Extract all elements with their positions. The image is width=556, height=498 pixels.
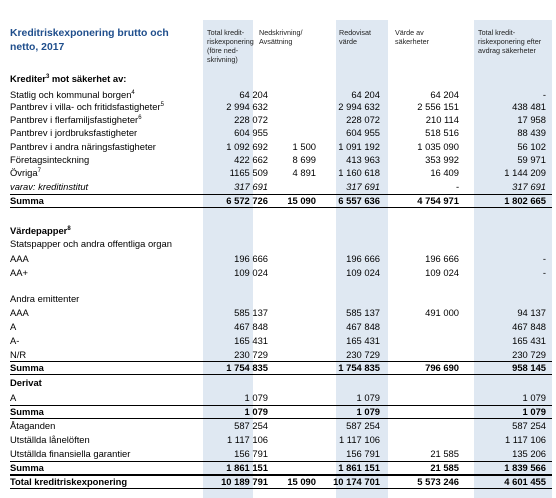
table-cell: 796 690	[425, 362, 459, 373]
row-label	[10, 253, 29, 264]
row-label-text: A	[10, 392, 17, 403]
table-cell: 196 666	[234, 253, 268, 264]
table-cell: 1 802 665	[504, 195, 546, 206]
row-label-text: Summa	[10, 462, 44, 473]
table-cell: 587 254	[512, 420, 546, 431]
table-cell: 585 137	[234, 307, 268, 318]
row-label	[10, 448, 130, 459]
row-label-text: Summa	[10, 195, 44, 206]
row-label	[10, 127, 137, 138]
table-cell: 604 955	[234, 127, 268, 138]
row-label	[10, 377, 42, 388]
row-label	[10, 476, 127, 487]
table-cell: 2 556 151	[417, 101, 459, 112]
table-cell: 21 585	[430, 448, 459, 459]
sum-rule	[10, 418, 552, 419]
table-cell: 1 079	[356, 392, 380, 403]
table-cell: 4 891	[292, 167, 316, 178]
footnote-ref: 5	[160, 101, 164, 108]
table-cell: 196 666	[425, 253, 459, 264]
table-cell: 587 254	[346, 420, 380, 431]
table-cell: 230 729	[346, 349, 380, 360]
row-label-text: Åtaganden	[10, 420, 56, 431]
table-cell: 1 160 618	[338, 167, 380, 178]
row-label-text: Pantbrev i andra näringsfastigheter	[10, 141, 156, 152]
row-label-text: varav: kreditinstitut	[10, 181, 89, 192]
table-cell: 1 079	[244, 392, 268, 403]
footnote-ref: 7	[37, 167, 41, 174]
table-cell: 165 431	[512, 335, 546, 346]
column-header-total: Total kredit-riskexponering (före ned-skrivning)	[207, 28, 254, 65]
table-cell: -	[542, 267, 546, 278]
row-label	[10, 181, 88, 192]
table-cell: 413 963	[346, 154, 380, 165]
row-label	[10, 406, 44, 417]
row-label-text: Utställda lånelöften	[10, 434, 90, 445]
column-header-efter: Total kredit-riskexponering efter avdrag säkerheter	[478, 28, 542, 56]
row-label	[10, 225, 71, 236]
table-cell: 56 102	[517, 141, 546, 152]
sum-rule	[10, 374, 552, 375]
table-cell: 317 691	[346, 181, 380, 192]
table-cell: 438 481	[512, 101, 546, 112]
table-cell: 1 754 835	[226, 362, 268, 373]
table-cell: 958 145	[512, 362, 546, 373]
table-cell: 1 035 090	[417, 141, 459, 152]
table-cell: 109 024	[425, 267, 459, 278]
table-cell: 467 848	[512, 321, 546, 332]
row-label	[10, 195, 44, 206]
table-cell: 59 971	[517, 154, 546, 165]
column-header-redovisat: Redovisat värde	[339, 28, 371, 47]
row-label-text: Total kreditriskexponering	[10, 476, 128, 487]
row-label	[10, 238, 172, 249]
row-label-text: Värdepapper	[10, 225, 68, 236]
table-cell: 230 729	[234, 349, 268, 360]
table-cell: 1 500	[292, 141, 316, 152]
table-cell: -	[542, 253, 546, 264]
table-cell: 2 994 632	[226, 101, 268, 112]
table-cell: 21 585	[430, 462, 459, 473]
row-label	[10, 362, 44, 373]
table-cell: 6 557 636	[338, 195, 380, 206]
row-label	[10, 89, 135, 100]
table-cell: 17 958	[517, 114, 546, 125]
table-cell: 196 666	[346, 253, 380, 264]
table-cell: 228 072	[346, 114, 380, 125]
table-cell: 64 204	[239, 89, 268, 100]
row-label-text: Pantbrev i jordbruksfastigheter	[10, 127, 138, 138]
sum-rule	[10, 461, 552, 462]
row-label	[10, 307, 29, 318]
table-cell: 64 204	[351, 89, 380, 100]
table-cell: 1 754 835	[338, 362, 380, 373]
row-label-text: Summa	[10, 362, 44, 373]
table-cell: 587 254	[234, 420, 268, 431]
row-label-text: Pantbrev i flerfamiljsfastigheter	[10, 114, 139, 125]
sum-rule	[10, 194, 552, 195]
row-label-text: AA+	[10, 267, 28, 278]
row-label	[10, 349, 26, 360]
table-cell: 491 000	[425, 307, 459, 318]
table-cell: 1 092 692	[226, 141, 268, 152]
row-label-text: Summa	[10, 406, 44, 417]
table-cell: 467 848	[346, 321, 380, 332]
table-cell: 2 994 632	[338, 101, 380, 112]
table-cell: 8 699	[292, 154, 316, 165]
table-cell: 317 691	[234, 181, 268, 192]
row-label-text: Derivat	[10, 377, 42, 388]
row-label	[10, 167, 41, 178]
row-label	[10, 73, 126, 84]
table-cell: 4 754 971	[417, 195, 459, 206]
table-cell: 353 992	[425, 154, 459, 165]
table-cell: 1 117 106	[226, 434, 268, 445]
table-cell: 88 439	[517, 127, 546, 138]
row-label	[10, 420, 55, 431]
table-cell: 1 861 151	[226, 462, 268, 473]
column-header-nedskrivning: Nedskrivning/ Avsättning	[259, 28, 303, 47]
row-label-text: Krediter	[10, 73, 46, 84]
table-cell: 4 601 455	[504, 476, 546, 487]
table-cell: 317 691	[512, 181, 546, 192]
row-label-text: A-	[10, 335, 20, 346]
table-cell: 422 662	[234, 154, 268, 165]
sum-rule	[10, 488, 552, 489]
footnote-ref: 6	[138, 114, 142, 121]
row-label-text: Övriga	[10, 167, 38, 178]
table-cell: 15 090	[287, 195, 316, 206]
table-cell: -	[455, 181, 459, 192]
table-cell: 1165 509	[229, 167, 268, 178]
row-label	[10, 335, 19, 346]
row-label	[10, 321, 16, 332]
table-cell: 604 955	[346, 127, 380, 138]
table-cell: 94 137	[517, 307, 546, 318]
table-cell: 64 204	[430, 89, 459, 100]
table-cell: 228 072	[234, 114, 268, 125]
table-cell: 165 431	[234, 335, 268, 346]
row-label-text: Statlig och kommunal borgen	[10, 89, 132, 100]
row-label	[10, 101, 164, 112]
table-cell: 1 079	[522, 392, 546, 403]
row-label-text: Utställda finansiella garantier	[10, 448, 131, 459]
row-label	[10, 154, 89, 165]
row-label	[10, 293, 79, 304]
table-cell: 5 573 246	[417, 476, 459, 487]
table-cell: 10 189 791	[221, 476, 268, 487]
table-cell: 1 091 192	[338, 141, 380, 152]
table-cell: 165 431	[346, 335, 380, 346]
row-label	[10, 392, 16, 403]
row-label-text: N/R	[10, 349, 27, 360]
table-cell: 210 114	[425, 114, 459, 125]
sum-rule	[10, 405, 552, 406]
table-cell: 1 117 106	[504, 434, 546, 445]
sum-rule	[10, 207, 552, 208]
table-cell: 15 090	[287, 476, 316, 487]
table-cell: 230 729	[512, 349, 546, 360]
row-label-suffix: mot säkerhet av:	[49, 73, 127, 84]
table-cell: 1 144 209	[504, 167, 546, 178]
table-cell: 16 409	[430, 167, 459, 178]
table-cell: 109 024	[234, 267, 268, 278]
table-cell: 1 117 106	[338, 434, 380, 445]
row-label	[10, 462, 44, 473]
row-label-text: Företagsinteckning	[10, 154, 90, 165]
row-label	[10, 434, 90, 445]
sum-rule	[10, 361, 552, 362]
table-title: Kreditriskexponering brutto och netto, 2017	[10, 28, 169, 53]
table-cell: 10 174 701	[333, 476, 380, 487]
footnote-ref: 4	[131, 89, 135, 96]
table-cell: 1 079	[244, 406, 268, 417]
footnote-ref: 3	[45, 73, 50, 80]
table-cell: 467 848	[234, 321, 268, 332]
table-cell: 109 024	[346, 267, 380, 278]
row-label	[10, 141, 156, 152]
table-cell: 1 079	[522, 406, 546, 417]
sum-rule	[10, 475, 552, 476]
footnote-ref: 8	[67, 225, 71, 232]
row-label	[10, 114, 142, 125]
row-label	[10, 267, 28, 278]
table-cell: 1 079	[356, 406, 380, 417]
row-label-text: AAA	[10, 253, 29, 264]
table-cell: 1 839 566	[504, 462, 546, 473]
column-header-sakerheter: Värde av säkerheter	[395, 28, 429, 47]
table-cell: 585 137	[346, 307, 380, 318]
row-label-text: Pantbrev i villa- och fritidsfastigheter	[10, 101, 161, 112]
table-cell: 156 791	[234, 448, 268, 459]
table-cell: 6 572 726	[226, 195, 268, 206]
row-label-text: Statspapper och andra offentliga organ	[10, 238, 172, 249]
row-label-text: Andra emittenter	[10, 293, 80, 304]
table-cell: 518 516	[425, 127, 459, 138]
table-cell: -	[542, 89, 546, 100]
row-label-text: A	[10, 321, 17, 332]
table-cell: 135 206	[512, 448, 546, 459]
table-cell: 156 791	[346, 448, 380, 459]
table-cell: 1 861 151	[338, 462, 380, 473]
row-label-text: AAA	[10, 307, 29, 318]
